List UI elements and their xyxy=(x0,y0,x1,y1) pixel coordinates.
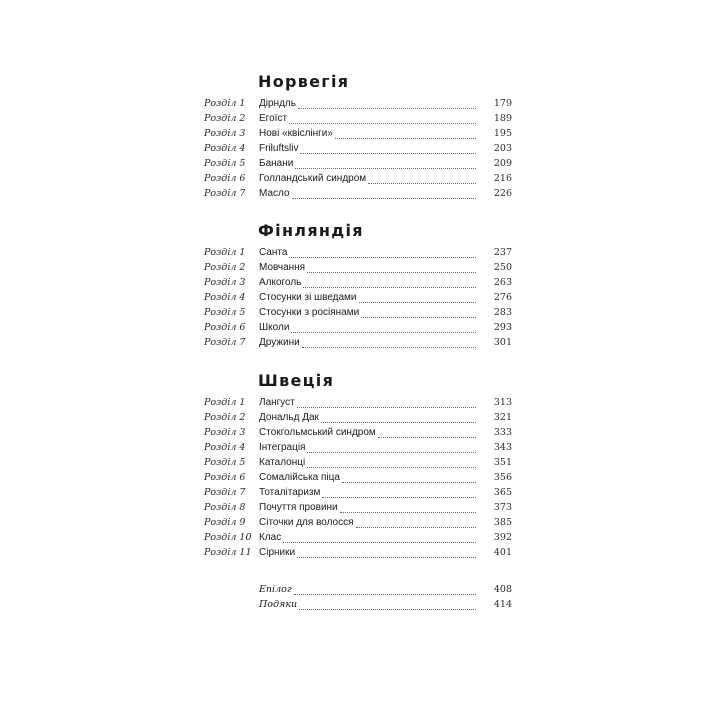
dot-leader xyxy=(299,608,476,610)
toc-entry[interactable] xyxy=(0,290,720,305)
dot-leader xyxy=(297,406,476,408)
dot-leader xyxy=(307,451,476,453)
chapter-label: Розділ 5 xyxy=(204,457,246,468)
dot-leader xyxy=(378,436,476,438)
toc-entry[interactable] xyxy=(0,96,720,111)
chapter-label: Розділ 11 xyxy=(204,547,252,558)
toc-entry[interactable] xyxy=(0,515,720,530)
dot-leader xyxy=(297,556,476,558)
dot-leader xyxy=(359,301,476,303)
page-number: 408 xyxy=(493,584,512,595)
chapter-label: Розділ 6 xyxy=(204,322,246,333)
chapter-label: Розділ 6 xyxy=(204,472,246,483)
toc-entry[interactable] xyxy=(0,455,720,470)
chapter-label: Розділ 3 xyxy=(204,128,246,139)
toc-entry[interactable] xyxy=(0,470,720,485)
toc-entry[interactable] xyxy=(0,500,720,515)
page-number: 385 xyxy=(493,517,512,528)
chapter-label: Розділ 1 xyxy=(204,397,246,408)
chapter-label: Розділ 1 xyxy=(204,98,246,109)
chapter-title: Стосунки зі шведами xyxy=(259,292,357,303)
toc-entry[interactable] xyxy=(0,410,720,425)
toc-entry[interactable] xyxy=(0,111,720,126)
chapter-title: Стокгольмський синдром xyxy=(259,427,376,438)
page-number: 401 xyxy=(493,547,512,558)
chapter-label: Розділ 4 xyxy=(204,143,246,154)
page-number: 276 xyxy=(493,292,512,303)
page-number: 343 xyxy=(493,442,512,453)
dot-leader xyxy=(295,167,476,169)
chapter-label: Розділ 5 xyxy=(204,307,246,318)
chapter-label: Розділ 7 xyxy=(204,337,246,348)
chapter-label: Розділ 8 xyxy=(204,502,246,513)
toc-entry[interactable] xyxy=(0,395,720,410)
toc-entry[interactable] xyxy=(0,141,720,156)
dot-leader xyxy=(292,197,476,199)
chapter-title: Лангуст xyxy=(259,397,295,408)
chapter-title: Почуття провини xyxy=(259,502,338,513)
chapter-title: Школи xyxy=(259,322,290,333)
chapter-title: Голландський синдром xyxy=(259,173,367,184)
chapter-title: Дональд Дак xyxy=(259,412,319,423)
chapter-label: Розділ 3 xyxy=(204,277,246,288)
dot-leader xyxy=(335,137,476,139)
chapter-label: Розділ 6 xyxy=(204,173,246,184)
chapter-label: Розділ 5 xyxy=(204,158,246,169)
chapter-title: Каталонці xyxy=(259,457,306,468)
dot-leader xyxy=(289,256,476,258)
chapter-label: Розділ 7 xyxy=(204,487,246,498)
dot-leader xyxy=(321,421,476,423)
toc-entry-acknowledgements[interactable] xyxy=(0,597,720,612)
toc-entry[interactable] xyxy=(0,305,720,320)
toc-entry[interactable] xyxy=(0,275,720,290)
chapter-title: Клас xyxy=(259,532,282,543)
dot-leader xyxy=(294,593,476,595)
page-number: 313 xyxy=(493,397,512,408)
section-heading: Фінляндія xyxy=(258,221,364,240)
page-number: 392 xyxy=(493,532,512,543)
chapter-label: Розділ 3 xyxy=(204,427,246,438)
page-number: 301 xyxy=(493,337,512,348)
chapter-title: Тоталітаризм xyxy=(259,487,321,498)
toc-entry[interactable] xyxy=(0,485,720,500)
chapter-title: Сірники xyxy=(259,547,296,558)
page-number: 250 xyxy=(493,262,512,273)
toc-entry[interactable] xyxy=(0,425,720,440)
toc-entry[interactable] xyxy=(0,530,720,545)
dot-leader xyxy=(291,331,476,333)
chapter-label: Розділ 7 xyxy=(204,188,246,199)
dot-leader xyxy=(356,526,476,528)
page-number: 263 xyxy=(493,277,512,288)
page-number: 321 xyxy=(493,412,512,423)
chapter-label: Розділ 2 xyxy=(204,412,246,423)
page-number: 226 xyxy=(493,188,512,199)
toc-entry[interactable] xyxy=(0,440,720,455)
section-heading: Швеція xyxy=(258,371,335,390)
dot-leader xyxy=(298,107,476,109)
chapter-title: Інтеграція xyxy=(259,442,306,453)
page-number: 216 xyxy=(493,173,512,184)
chapter-title: Friluftsliv xyxy=(259,143,299,154)
dot-leader xyxy=(342,481,476,483)
toc-entry[interactable] xyxy=(0,245,720,260)
toc-entry[interactable] xyxy=(0,545,720,560)
toc-entry[interactable] xyxy=(0,171,720,186)
chapter-title: Егоїст xyxy=(259,113,288,124)
page-number: 209 xyxy=(493,158,512,169)
toc-entry[interactable] xyxy=(0,186,720,201)
page-number: 365 xyxy=(493,487,512,498)
page-number: 373 xyxy=(493,502,512,513)
chapter-title: Сіточки для волосся xyxy=(259,517,354,528)
toc-entry[interactable] xyxy=(0,335,720,350)
toc-entry[interactable] xyxy=(0,156,720,171)
toc-entry-epilogue[interactable] xyxy=(0,582,720,597)
chapter-title: Санта xyxy=(259,247,288,258)
chapter-title: Дружини xyxy=(259,337,300,348)
chapter-title: Сомалійська піца xyxy=(259,472,340,483)
page-number: 356 xyxy=(493,472,512,483)
chapter-title: Масло xyxy=(259,188,290,199)
dot-leader xyxy=(307,466,476,468)
page-number: 203 xyxy=(493,143,512,154)
back-matter-title: Епілог xyxy=(259,584,292,595)
page-number: 293 xyxy=(493,322,512,333)
chapter-label: Розділ 9 xyxy=(204,517,246,528)
chapter-label: Розділ 1 xyxy=(204,247,246,258)
dot-leader xyxy=(303,286,476,288)
page-number: 351 xyxy=(493,457,512,468)
toc-entry[interactable] xyxy=(0,260,720,275)
dot-leader xyxy=(283,541,476,543)
page-number: 333 xyxy=(493,427,512,438)
back-matter-title: Подяки xyxy=(259,599,298,610)
dot-leader xyxy=(307,271,476,273)
chapter-title: Мовчання xyxy=(259,262,306,273)
chapter-label: Розділ 2 xyxy=(204,113,246,124)
chapter-label: Розділ 4 xyxy=(204,292,246,303)
page-number: 237 xyxy=(493,247,512,258)
dot-leader xyxy=(322,496,476,498)
toc-entry[interactable] xyxy=(0,320,720,335)
page-number: 195 xyxy=(493,128,512,139)
page-number: 189 xyxy=(493,113,512,124)
dot-leader xyxy=(300,152,476,154)
chapter-title: Стосунки з росіянами xyxy=(259,307,360,318)
chapter-label: Розділ 2 xyxy=(204,262,246,273)
chapter-title: Нові «квіслінги» xyxy=(259,128,333,139)
page-number: 179 xyxy=(493,98,512,109)
dot-leader xyxy=(368,182,476,184)
dot-leader xyxy=(289,122,476,124)
dot-leader xyxy=(361,316,476,318)
chapter-label: Розділ 10 xyxy=(204,532,252,543)
page-number: 283 xyxy=(493,307,512,318)
toc-entry[interactable] xyxy=(0,126,720,141)
chapter-title: Банани xyxy=(259,158,294,169)
dot-leader xyxy=(340,511,476,513)
chapter-label: Розділ 4 xyxy=(204,442,246,453)
chapter-title: Алкоголь xyxy=(259,277,302,288)
chapter-title: Дірндль xyxy=(259,98,296,109)
dot-leader xyxy=(302,346,476,348)
page-number: 414 xyxy=(493,599,512,610)
section-heading: Норвегія xyxy=(258,72,350,91)
